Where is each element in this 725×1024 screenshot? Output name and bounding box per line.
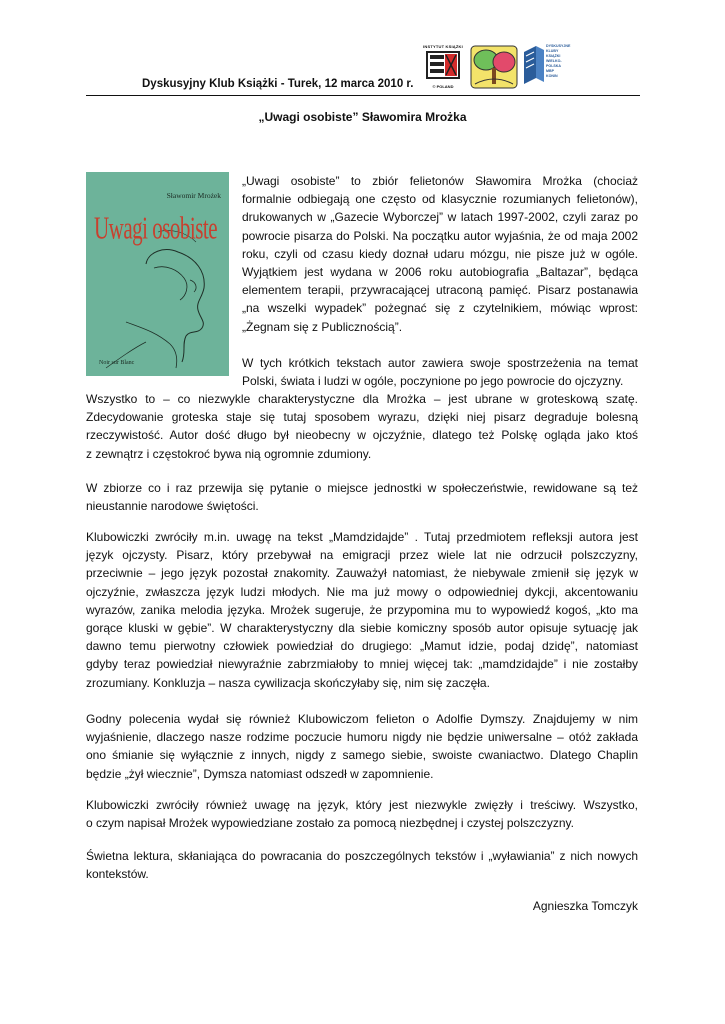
logo-title: INSTYTUT KSIĄŻKI <box>423 44 463 49</box>
portrait-sketch-icon <box>86 172 229 376</box>
page-header <box>86 40 640 98</box>
paragraph-intro: „Uwagi osobiste” to zbiór felietonów Sławomira Mrożka (chociaż formalnie odbiegają one często od klasycznie rozumianych felietonów), drukowanych w „Gazecie Wyborczej” w latach 1997-2002, czyli zaraz po powrocie pisarza do Polski. Na początku autor wyjaśnia, że od maja 2002 roku, czyli od czasu kiedy doznał udaru mózgu, nie pisze już w ogóle. Wyjątkiem jest wydana w 2006 roku autobiografia „Baltazar”, będąca elementem terapii, przywracającej utraconą pamięć. Pisarz postanawia „na wszelki wypadek” pożegnać się z czytelnikiem, mówiąc wprost: „Żegnam się z Publicznością”. <box>242 174 638 334</box>
paragraph-4: Klubowiczki zwróciły m.in. uwagę na tekst „Mamdzidajde” . Tutaj przedmiotem refleksji autora jest język ojczysty. Pisarz, który przebywał na emigracji przez wiele lat nie odrzucił polszczyzny, przeciwnie – jego język pozostał znakomity. Zauważył natomiast, że niebywale zmienił się język w ojczyźnie, zwłaszcza język ludzi młodych. Nie ma już mowy o odpowiedniej dykcji, akcentowaniu wyrazów, zanika melodia języka. Mrożek sugeruje, że przypomina mu to wypowiedź kogoś, „kto ma gorące kluski w gębie”. W charakterystyczny dla siebie komiczny sposób autor opisuje sytuację jak dawno temu pierwotny człowiek powiedział do drugiego: „Mamut idzie, podaj dzidę”, natomiast gdyby teraz powiedział niewyraźnie zabrzmiałoby to mniej więcej tak: „mamdzidajde” i nie zostałby zrozumiany. Konkluzja – nasza cywilizacja skończyłaby się, nim się zaczęła. <box>86 530 638 690</box>
paragraph-2-indented: W tych krótkich tekstach autor zawiera swoje spostrzeżenia na temat Polski, świata i ludzi w ogóle, poczynione po jego powrocie do ojczyzny. <box>242 356 638 389</box>
instytut-ksiazki-logo <box>422 44 464 88</box>
paragraph-7: Świetna lektura, skłaniająca do powracania do poszczególnych tekstów i „wyławiania” z nich nowych kontekstów. <box>86 849 638 882</box>
paragraph-2: Wszystko to – co niezwykle charakterystyczne dla Mrożka – jest ubrane w groteskową szatę. Zdecydowanie groteska staje się tutaj sposobem wyrazu, dzięki niej pisarz degraduje bolesną rzeczywistość. Autor dość długo był nieobecny w ojczyźnie, dlatego też Polskę ogląda jako ktoś z zewnątrz i częstokroć bywa nią ogromnie zdumiony. <box>86 392 638 461</box>
author-signature: Agnieszka Tomczyk <box>532 899 638 913</box>
library-tree-logo <box>469 44 519 90</box>
cover-title: Uwagi osobiste <box>94 210 218 246</box>
header-title: Dyskusyjny Klub Książki - Turek, 12 marca 2010 r. <box>142 78 414 90</box>
dkk-logo <box>522 42 578 88</box>
document-title: „Uwagi osobiste” Sławomira Mrożka <box>258 110 467 124</box>
book-icon <box>422 44 464 88</box>
cover-author: Sławomir Mrożek <box>166 191 221 200</box>
cover-publisher: Noir sur Blanc <box>99 360 135 366</box>
logo-subtitle: © POLAND <box>432 84 454 89</box>
paragraph-3: W zbiorze co i raz przewija się pytanie o miejsce jednostki w społeczeństwie, rewidowane są też nieustannie narodowe świętości. <box>86 481 638 514</box>
header-divider <box>86 95 640 96</box>
dkk-logo-text: DYSKUSYJNE KLUBY KSIĄŻKI WIELKO- POLSKA MBP KONIN <box>546 44 571 78</box>
paragraph-5: Godny polecenia wydał się również Klubowiczom felieton o Adolfie Dymszy. Znajdujemy w nim wyjaśnienie, dlaczego nasze rodzime poczucie humoru nigdy nie będzie uniwersalne – otóż zakłada ono śmianie się wyłącznie z innych, nigdy z samego siebie, swoiste cwaniactwo. Dlatego Chaplin będzie „żył wiecznie”, Dymsza natomiast odszedł w zapomnienie. <box>86 712 638 781</box>
paragraph-6: Klubowiczki zwróciły również uwagę na język, który jest niezwykle zwięzły i treściwy. Wszystko, o czym napisał Mrożek wypowiedziane zostało za pomocą niezbędnej i czystej polszczyzny. <box>86 798 638 831</box>
book-cover-image <box>86 172 229 376</box>
